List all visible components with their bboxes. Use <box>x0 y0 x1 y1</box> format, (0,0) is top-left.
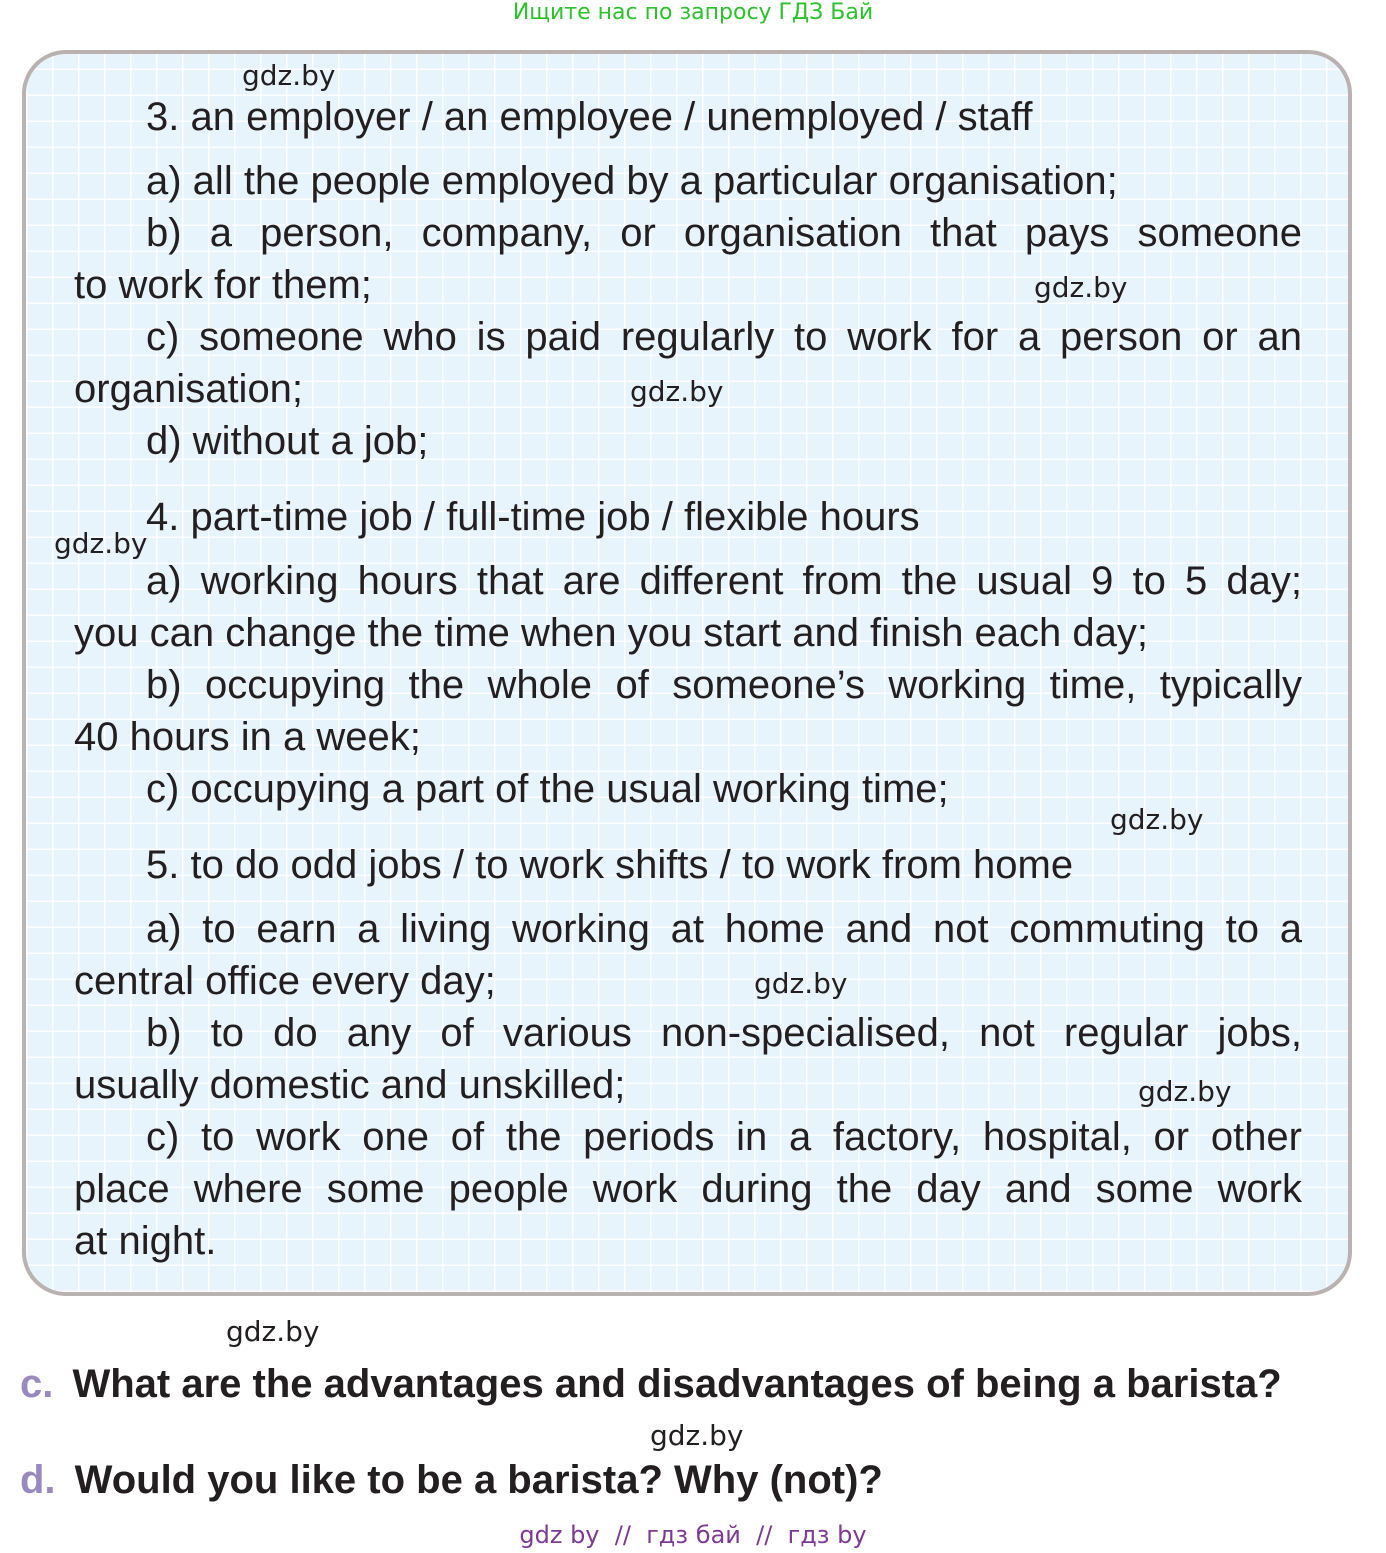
watermark: gdz.by <box>630 375 724 408</box>
item-5-definition-c-line2: place where some people work during the day and some work <box>74 1167 1302 1211</box>
item-3-definition-b-line2: to work for them; <box>74 263 372 307</box>
watermark: gdz.by <box>1138 1075 1232 1108</box>
item-3-title: 3. an employer / an employee / unemployed / staff <box>146 95 1033 139</box>
item-4-definition-b-line1: b) occupying the whole of someone’s working time, typically <box>146 663 1302 707</box>
watermark: gdz.by <box>1110 803 1204 836</box>
item-5-title: 5. to do odd jobs / to work shifts / to work from home <box>146 843 1074 887</box>
item-3-definition-d: d) without a job; <box>146 419 429 463</box>
question-d-letter: d. <box>20 1458 56 1502</box>
watermark: gdz.by <box>650 1419 744 1452</box>
item-4-definition-c: c) occupying a part of the usual working time; <box>146 767 949 811</box>
watermark: gdz.by <box>226 1315 320 1348</box>
watermark: gdz.by <box>54 527 148 560</box>
item-5-definition-b-line1: b) to do any of various non-specialised, not regular jobs, <box>146 1011 1302 1055</box>
item-5-definition-c-line1: c) to work one of the periods in a factory, hospital, or other <box>146 1115 1302 1159</box>
item-4-definition-a-line1: a) working hours that are different from the usual 9 to 5 day; <box>146 559 1302 603</box>
item-3-definition-a: a) all the people employed by a particular organisation; <box>146 159 1118 203</box>
item-3-definition-c-line1: c) someone who is paid regularly to work for a person or an <box>146 315 1302 359</box>
item-4-definition-b-line2: 40 hours in a week; <box>74 715 421 759</box>
item-5-definition-a-line2: central office every day; <box>74 959 496 1003</box>
item-5-definition-a-line1: a) to earn a living working at home and not commuting to a <box>146 907 1302 951</box>
question-c-letter: c. <box>20 1362 54 1406</box>
question-d-text: Would you like to be a barista? Why (not)? <box>74 1458 883 1502</box>
item-3-definition-c-line2: organisation; <box>74 367 304 411</box>
item-5-definition-b-line2: usually domestic and unskilled; <box>74 1063 626 1107</box>
item-3-definition-b-line1: b) a person, company, or organisation that pays someone <box>146 211 1302 255</box>
bottom-banner: gdz by // гдз бай // гдз by <box>519 1521 867 1549</box>
question-c-text: What are the advantages and disadvantages of being a barista? <box>72 1362 1282 1406</box>
watermark: gdz.by <box>754 967 848 1000</box>
watermark: gdz.by <box>1034 271 1128 304</box>
item-4-title: 4. part-time job / full-time job / flexible hours <box>146 495 920 539</box>
item-5-definition-c-line3: at night. <box>74 1219 217 1263</box>
item-4-definition-a-line2: you can change the time when you start and finish each day; <box>74 611 1149 655</box>
question-c <box>20 1360 1282 1408</box>
top-banner: Ищите нас по запросу ГДЗ Бай <box>512 0 874 25</box>
watermark: gdz.by <box>242 59 336 92</box>
question-d <box>20 1456 883 1504</box>
